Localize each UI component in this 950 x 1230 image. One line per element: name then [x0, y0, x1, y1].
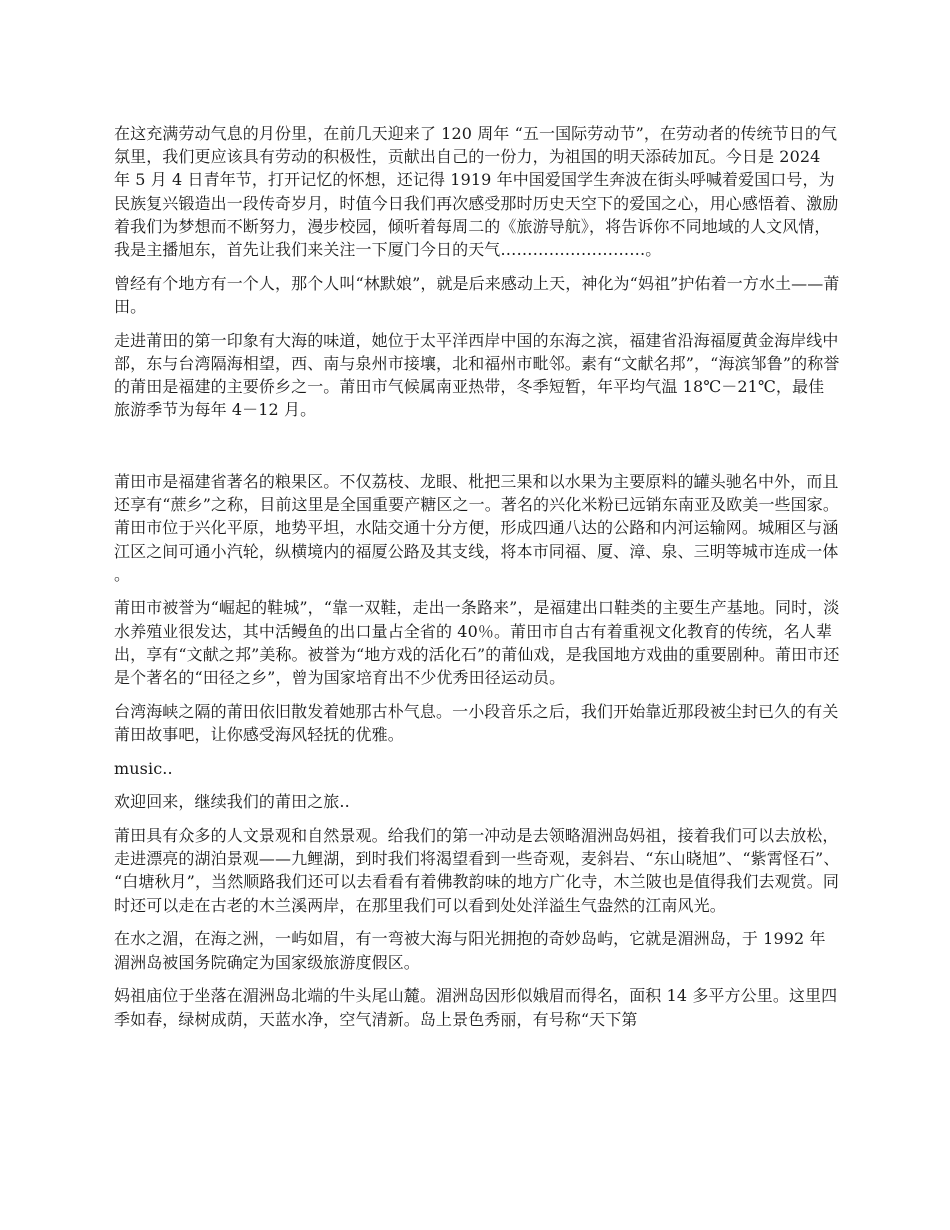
document-body: [114, 122, 840, 1041]
paragraph-welcome-back: 欢迎回来，继续我们的莆田之旅..: [114, 792, 350, 812]
paragraph-putian-location: 走进莆田的第一印象有大海的味道，她位于太平洋西岸中国的东海之滨，福建省沿海福厦黄金海岸线中部，东与台湾隔海相望，西、南与泉州市接壤，北和福州市毗邻。素有“文献名邦”，“海滨邹鲁”的称誉的莆田是福建的主要侨乡之一。莆田市气候属南亚热带，冬季短暂，年平均气温 18℃－21℃，最佳旅游季节为每年 4－12 月。: [114, 330, 840, 420]
section-gap: [114, 432, 840, 470]
paragraph-lin-moniang: 曾经有个地方有一个人，那个人叫“林默娘”，就是后来感动上天，神化为“妈祖”护佑着一方水土——莆田。: [114, 273, 840, 316]
paragraph-landscapes: 莆田具有众多的人文景观和自然景观。给我们的第一冲动是去领略湄洲岛妈祖，接着我们可以去放松，走进漂亮的湖泊景观——九鲤湖，到时我们将渴望看到一些奇观，麦斜岩、“东山晓旭”、“紫霄怪石”、“白塘秋月”，当然顺路我们还可以去看看有着佛教韵味的地方广化寺，木兰陂也是值得我们去观赏。同时还可以走在古老的木兰溪两岸，在那里我们可以看到处处洋溢生气盎然的江南风光。: [114, 826, 840, 915]
paragraph-shoe-city: 莆田市被誉为“崛起的鞋城”，“靠一双鞋，走出一条路来”，是福建出口鞋类的主要生产基地。同时，淡水养殖业很发达，其中活鳗鱼的出口量占全省的 40％。莆田市自古有着重视文化教育的传统，名人辈出，享有“文献之邦”美称。被誉为“地方戏的活化石”的莆仙戏，是我国地方戏曲的重要剧种。莆田市还是个著名的“田径之乡”，曾为国家培育出不少优秀田径运动员。: [114, 598, 840, 688]
paragraph-music: music..: [114, 758, 173, 778]
paragraph-intro: 在这充满劳动气息的月份里，在前几天迎来了 120 周年 “五一国际劳动节”，在劳动者的传统节日的气氛里，我们更应该具有劳动的积极性，贡献出自己的一份力，为祖国的明天添砖加瓦。今日是 2024 年 5 月 4 日青年节，打开记忆的怀想，还记得 1919 年中国爱国学生奔波在街头呼喊着爱国口号，为民族复兴锻造出一段传奇岁月，时值今日我们再次感受那时历史天空下的爱国之心，用心感悟着、激励着我们为梦想而不断努力，漫步校园，倾听着每周二的《旅游导航》，将告诉你不同地域的人文风情，我是主播旭东，首先让我们来关注一下厦门今日的天气………………………。: [114, 124, 839, 260]
paragraph-taiwan-strait: 台湾海峡之隔的莆田依旧散发着她那古朴气息。一小段音乐之后，我们开始靠近那段被尘封已久的有关莆田故事吧，让你感受海风轻抚的优雅。: [114, 701, 839, 744]
paragraph-meizhou-island: 在水之湄，在海之洲，一屿如眉，有一弯被大海与阳光拥抱的奇妙岛屿，它就是湄洲岛，于 1992 年湄洲岛被国务院确定为国家级旅游度假区。: [114, 929, 826, 972]
paragraph-mazu-temple: 妈祖庙位于坐落在湄洲岛北端的牛头尾山麓。湄洲岛因形似娥眉而得名，面积 14 多平方公里。这里四季如春，绿树成荫，天蓝水净，空气清新。岛上景色秀丽，有号称“天下第: [114, 986, 838, 1029]
paragraph-grain-fruit: 莆田市是福建省著名的粮果区。不仅荔枝、龙眼、枇把三果和以水果为主要原料的罐头驰名中外，而且还享有“蔗乡”之称，目前这里是全国重要产糖区之一。著名的兴化米粉已远销东南亚及欧美一些国家。莆田市位于兴化平原，地势平坦，水陆交通十分方便，形成四通八达的公路和内河运输网。城厢区与涵江区之间可通小汽轮，纵横境内的福厦公路及其支线，将本市同福、厦、漳、泉、三明等城市连成一体。: [114, 471, 839, 584]
